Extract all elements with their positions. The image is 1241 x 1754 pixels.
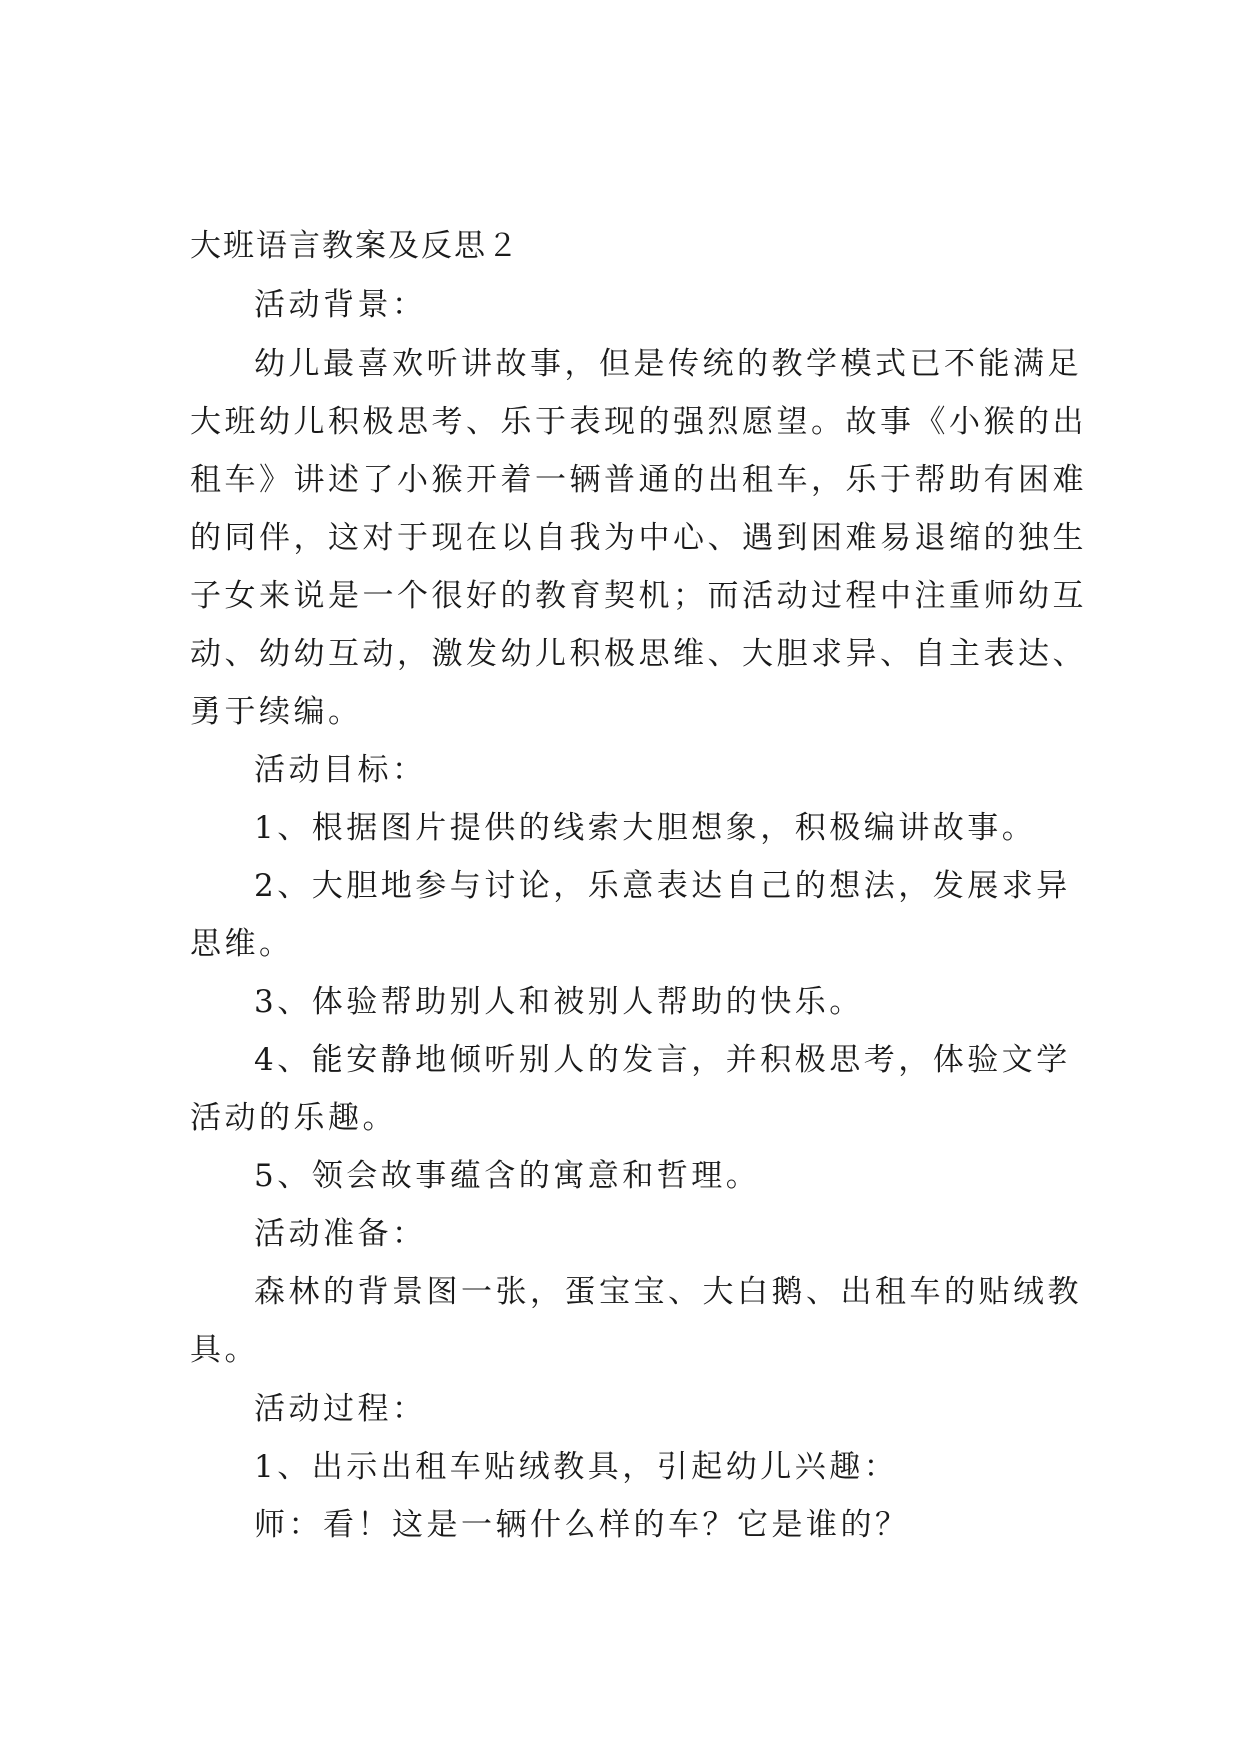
list-item: 1、出示出租车贴绒教具，引起幼儿兴趣：: [254, 1449, 899, 1485]
paragraph-line: 勇于续编。: [190, 694, 363, 730]
section-heading-background: 活动背景：: [254, 287, 427, 323]
paragraph-line: 的同伴，这对于现在以自我为中心、遇到困难易退缩的独生: [190, 520, 1087, 556]
paragraph-line: 动、幼幼互动，激发幼儿积极思维、大胆求异、自主表达、: [190, 636, 1087, 672]
list-item: 4、能安静地倾听别人的发言，并积极思考，体验文学: [254, 1042, 1071, 1078]
paragraph-line: 森林的背景图一张，蛋宝宝、大白鹅、出租车的贴绒教: [254, 1274, 1082, 1310]
section-heading-goals: 活动目标：: [254, 752, 427, 788]
list-item: 5、领会故事蕴含的寓意和哲理。: [254, 1158, 761, 1194]
paragraph-line: 师：看！这是一辆什么样的车？它是谁的？: [254, 1507, 910, 1543]
list-item: 2、大胆地参与讨论，乐意表达自己的想法，发展求异: [254, 868, 1071, 904]
document-title: 大班语言教案及反思２: [190, 228, 520, 264]
section-heading-preparation: 活动准备：: [254, 1216, 427, 1252]
paragraph-line: 租车》讲述了小猴开着一辆普通的出租车，乐于帮助有困难: [190, 462, 1087, 498]
paragraph-line: 具。: [190, 1332, 259, 1368]
paragraph-line: 子女来说是一个很好的教育契机；而活动过程中注重师幼互: [190, 578, 1087, 614]
list-item: 3、体验帮助别人和被别人帮助的快乐。: [254, 984, 864, 1020]
list-item-continuation: 活动的乐趣。: [190, 1100, 397, 1136]
list-item: 1、根据图片提供的线索大胆想象，积极编讲故事。: [254, 810, 1037, 846]
section-heading-process: 活动过程：: [254, 1391, 427, 1427]
paragraph-line: 大班幼儿积极思考、乐于表现的强烈愿望。故事《小猴的出: [190, 404, 1087, 440]
list-item-continuation: 思维。: [190, 926, 294, 962]
paragraph-line: 幼儿最喜欢听讲故事，但是传统的教学模式已不能满足: [254, 346, 1082, 382]
